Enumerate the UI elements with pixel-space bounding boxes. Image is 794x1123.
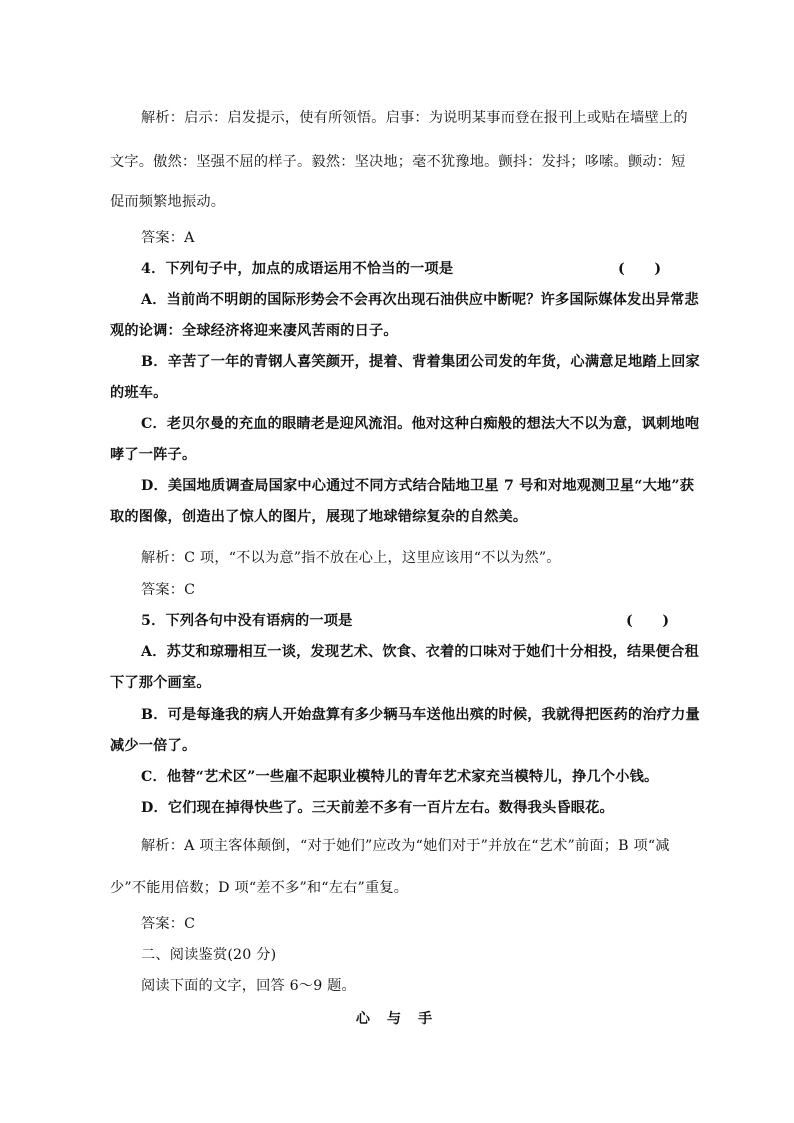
- q4-option-a-line-2: 观的论调：全球经济将迎来凄风苦雨的日子。: [110, 323, 398, 339]
- q5-explanation-line-2: 少”不能用倍数；D 项“差不多”和“左右”重复。: [110, 880, 409, 896]
- q4-option-b-line-2: 的班车。: [110, 385, 168, 401]
- q3-explanation-line-3: 促而频繁地振动。: [110, 194, 226, 210]
- q3-explanation-line-1: 解析：启示：启发提示，使有所领悟。启事：为说明某事而登在报刊上或贴在墙壁上的: [141, 110, 688, 126]
- q4-option-d-line-2: 取的图像，创造出了惊人的图片，展现了地球错综复杂的自然美。: [110, 509, 528, 525]
- q3-explanation-line-2: 文字。傲然：坚强不屈的样子。毅然：坚决地；毫不犹豫地。颤抖：发抖；哆嗦。颤动：短: [110, 154, 686, 170]
- q4-option-c-line-1: C．老贝尔曼的充血的眼睛老是迎风流泪。他对这种白痴般的想法大不以为意，讽刺地咆: [141, 416, 700, 432]
- section-2-heading: 二、阅读鉴赏(20 分): [141, 947, 277, 963]
- q5-explanation-line-1: 解析：A 项主客体颠倒，“对于她们”应改为“她们对于”并放在“艺术”前面；B 项“减: [141, 838, 670, 854]
- q5-option-d: D．它们现在掉得快些了。三天前差不多有一百片左右。数得我头昏眼花。: [141, 800, 614, 816]
- q4-answer-blank: ( ): [618, 261, 662, 277]
- q5-stem: 5．下列各句中没有语病的一项是: [141, 613, 353, 629]
- q5-answer-blank: ( ): [626, 613, 670, 629]
- q5-option-c: C．他替“艺术区”一些雇不起职业模特儿的青年艺术家充当模特儿，挣几个小钱。: [141, 769, 659, 785]
- q5-option-b-line-2: 减少一倍了。: [110, 738, 197, 754]
- q4-option-b-line-1: B．辛苦了一年的青钢人喜笑颜开，提着、背着集团公司发的年货，心满意足地踏上回家: [141, 354, 700, 370]
- q5-option-a-line-1: A．苏艾和琼珊相互一谈，发现艺术、饮食、衣着的口味对于她们十分相投，结果便合租: [141, 644, 699, 660]
- q5-answer: 答案：C: [141, 916, 196, 932]
- q4-answer: 答案：C: [141, 582, 196, 598]
- q4-option-d-line-1: D．美国地质调查局国家中心通过不同方式结合陆地卫星 7 号和对地观测卫星“大地”获: [141, 478, 695, 494]
- q5-option-a-line-2: 下了那个画室。: [110, 675, 211, 691]
- reading-instruction: 阅读下面的文字，回答 6～9 题。: [141, 978, 356, 994]
- q4-option-a-line-1: A．当前尚不明朗的国际形势会不会再次出现石油供应中断呢？许多国际媒体发出异常悲: [141, 292, 699, 308]
- q4-option-c-line-2: 哮了一阵子。: [110, 447, 197, 463]
- q5-option-b-line-1: B．可是每逢我的病人开始盘算有多少辆马车送他出殡的时候，我就得把医药的治疗力量: [141, 707, 700, 723]
- q3-answer: 答案：A: [141, 230, 195, 246]
- q4-stem: 4．下列句子中，加点的成语运用不恰当的一项是: [141, 261, 454, 277]
- passage-title: 心 与 手: [355, 1011, 439, 1027]
- q4-explanation: 解析：C 项，“不以为意”指不放在心上，这里应该用“不以为然”。: [141, 550, 561, 566]
